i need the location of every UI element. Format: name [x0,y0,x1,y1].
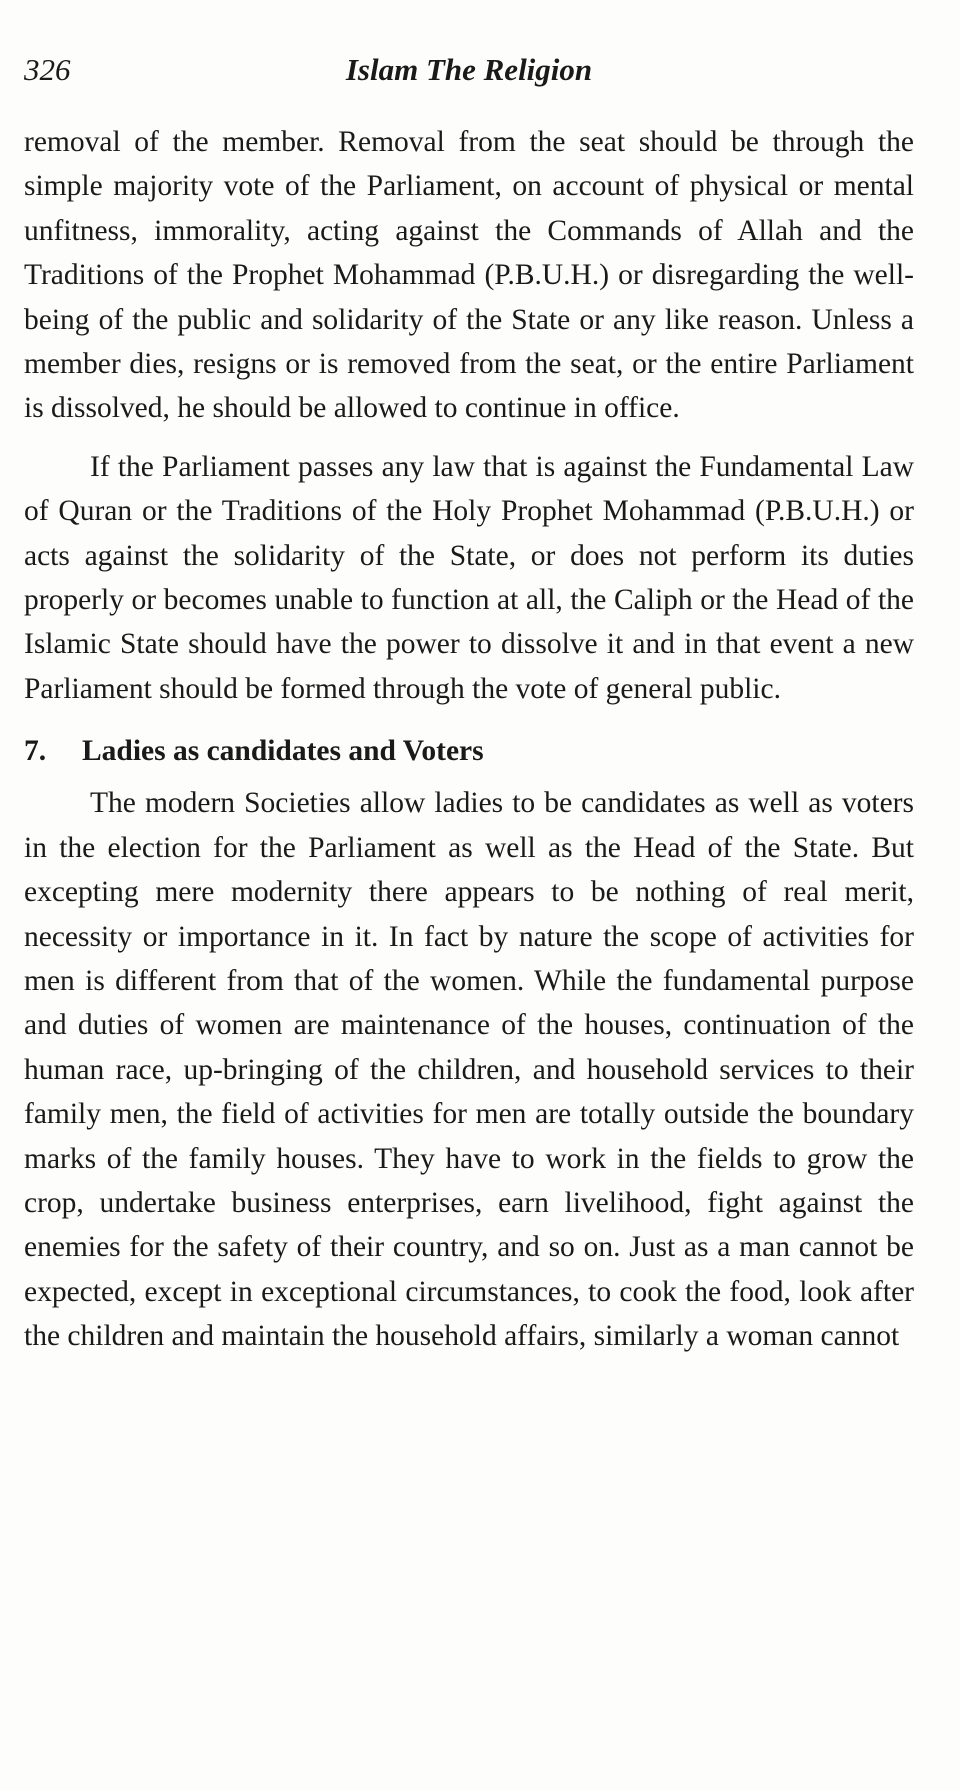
running-title: Islam The Religion [345,52,593,87]
paragraph-continuation: removal of the member. Removal from the seat should be through the simple majority vote of the Parliament, on account of physical or mental unfitness, immorality, acting against the Commands of Allah and the Traditions of the Prophet Mohammad (P.B.U.H.) or disregarding the well-being of the public and solidarity of the State or any like reason. Unless a member dies, resigns or is removed from the seat, or the entire Parliament is dissolved, he should be allowed to continue in office. [24,126,914,425]
page-number: 326 [24,52,71,87]
paragraph-parliament-dissolution: If the Parliament passes any law that is against the Fundamental Law of Quran or the Traditions of the Holy Prophet Mohammad (P.B.U.H.) or acts against the solidarity of the State, or does not perform its duties properly or becomes unable to function at all, the Caliph or the Head of the Islamic State should have the power to dissolve it and in that event a new Parliament should be formed through the vote of general public. [24,450,914,705]
body-text [24,120,914,1359]
section-heading [24,729,914,773]
section-title: Ladies as candidates and Voters [82,735,484,768]
section-number: 7. [24,735,47,768]
page-header [24,52,914,96]
paragraph-ladies-voters: The modern Societies allow ladies to be candidates as well as voters in the election for the Parliament as well as the Head of the State. But excepting mere modernity there appears to be nothing of real merit, necessity or importance in it. In fact by nature the scope of activities for men is different from that of the women. While the fundamental purpose and duties of women are maintenance of the houses, continuation of the human race, up-bringing of the children, and household services to their family men, the field of activities for men are totally outside the boundary marks of the family houses. They have to work in the fields to grow the crop, undertake business enterprises, earn livelihood, fight against the enemies for the safety of their country, and so on. Just as a man cannot be expected, except in exceptional circumstances, to cook the food, look after the children and maintain the household affairs, similarly a woman cannot [24,787,914,1353]
